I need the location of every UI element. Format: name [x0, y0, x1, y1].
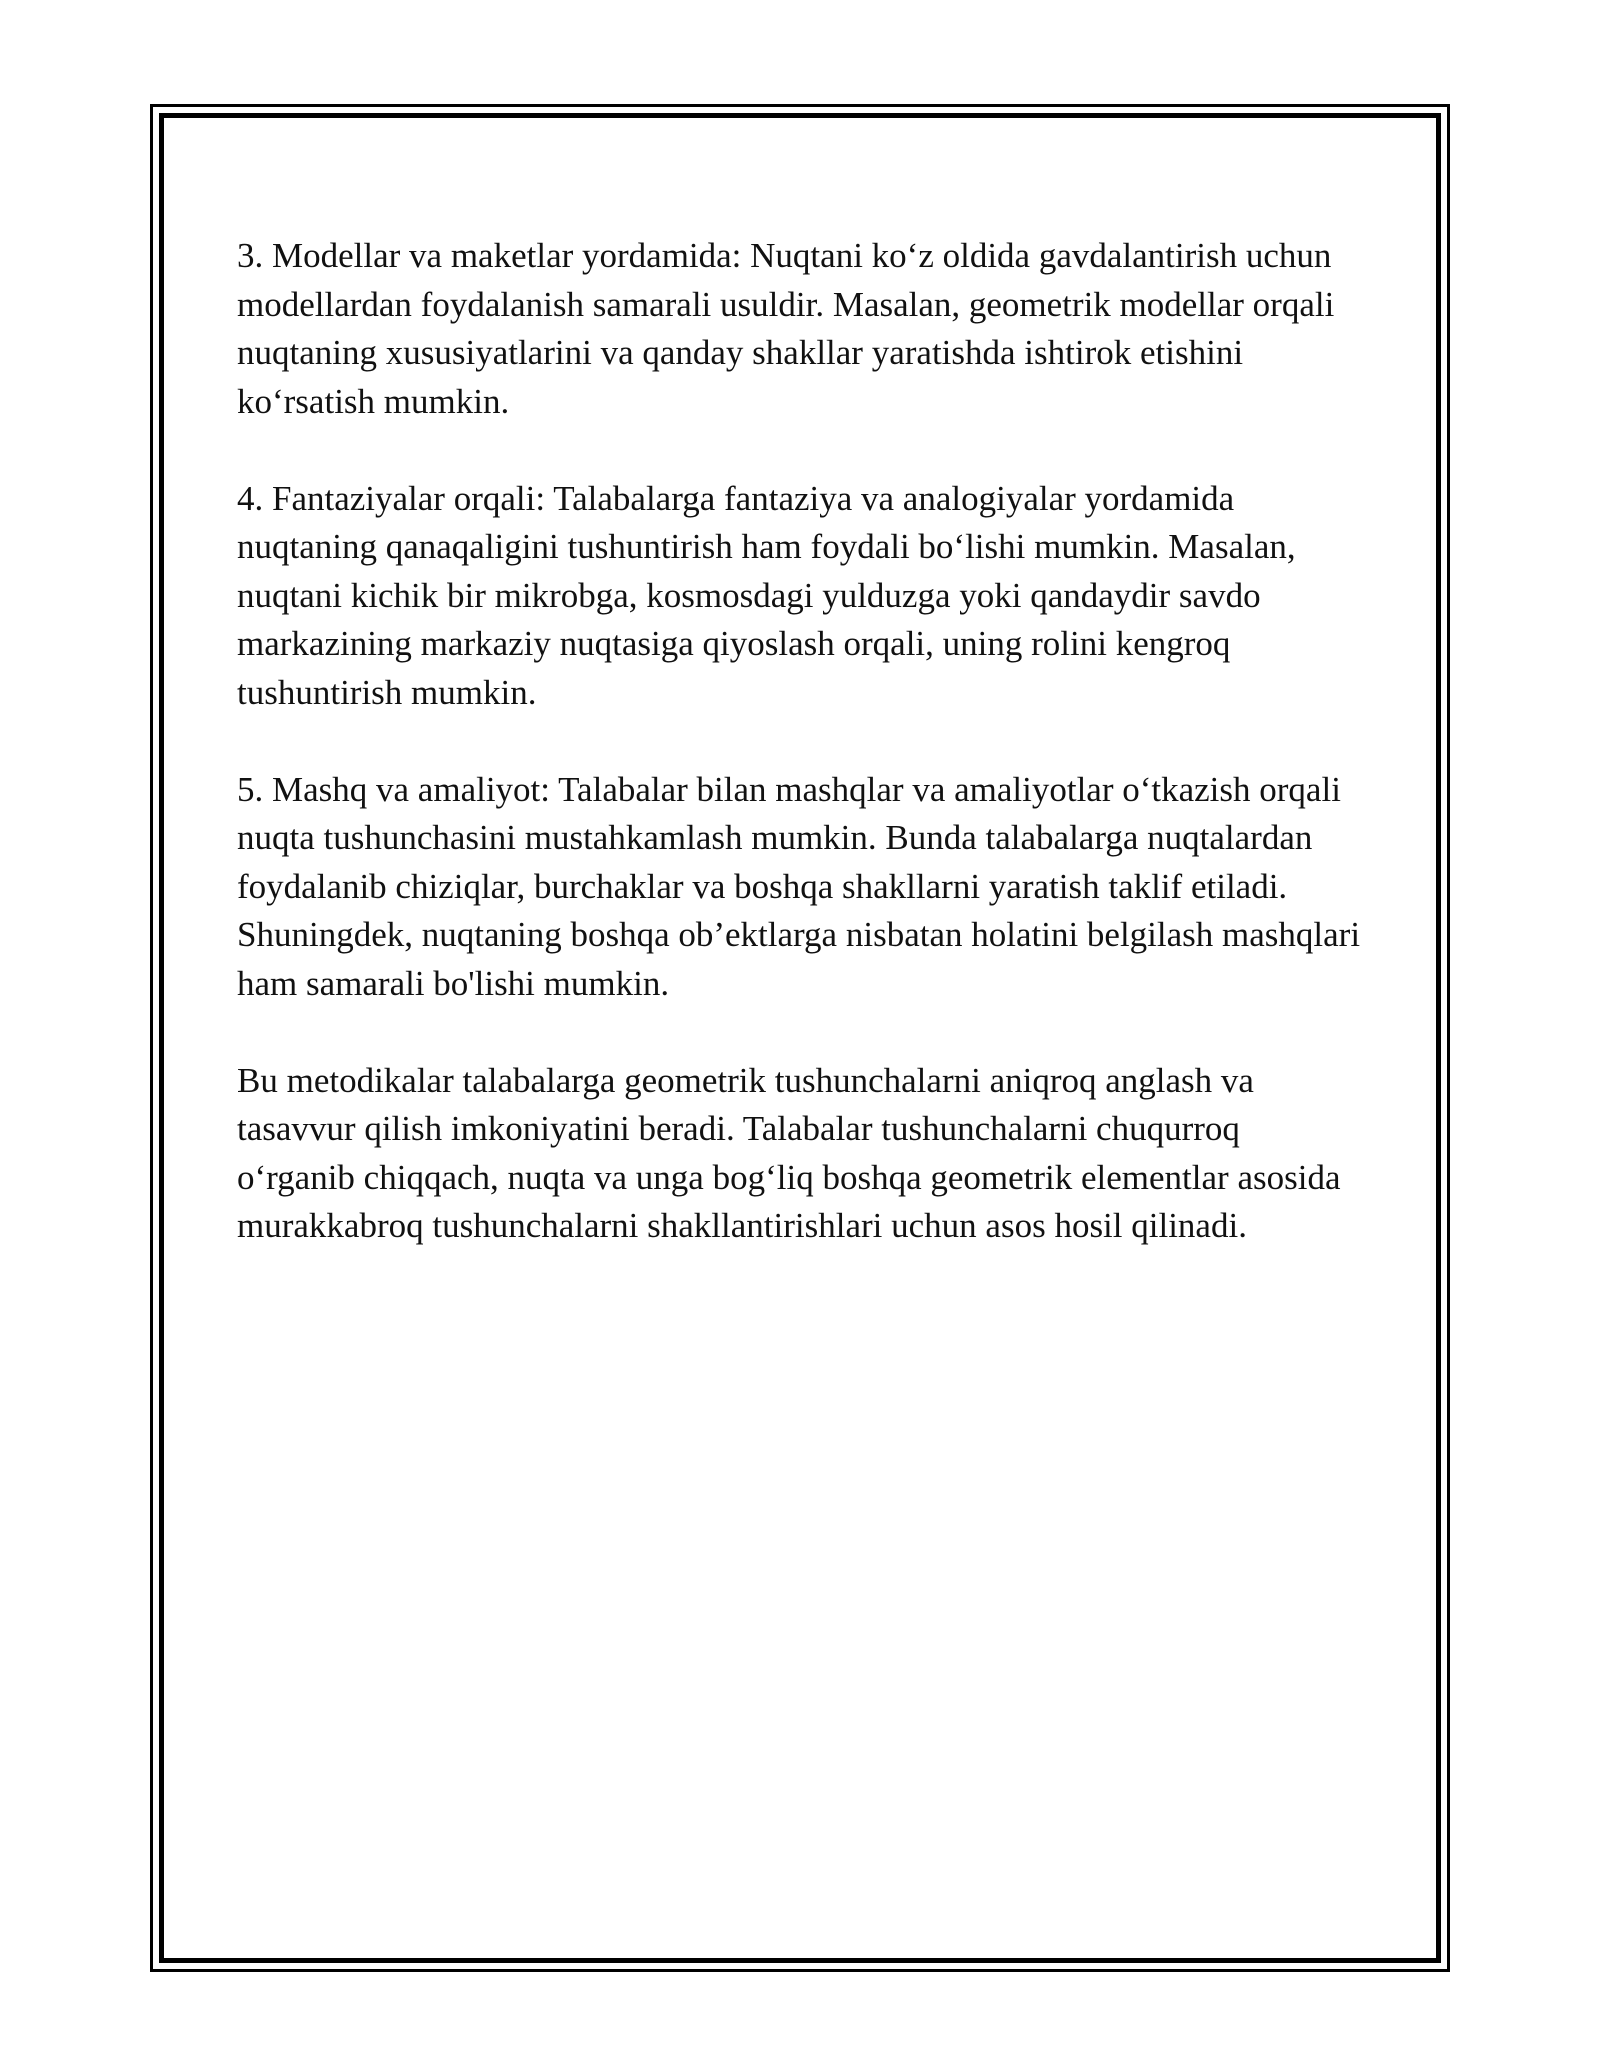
paragraph-models: 3. Modellar va maketlar yordamida: Nuqtani ko‘z oldida gavdalantirish uchun modellardan foydalanish samarali usuldir. Masalan, geometrik modellar orqali nuqtaning xususiyatlarini va qanday shakllar yaratishda ishtirok etishini ko‘rsatish mumkin.	[237, 236, 1335, 421]
paragraph-exercises: 5. Mashq va amaliyot: Talabalar bilan mashqlar va amaliyotlar o‘tkazish orqali nuqta tushunchasini mustahkamlash mumkin. Bunda talabalarga nuqtalardan foydalanib chiziqlar, burchaklar va boshqa shakllarni yaratish taklif etiladi. Shuningdek, nuqtaning boshqa ob’ektlarga nisbatan holatini belgilash mashqlari ham samarali bo'lishi mumkin.	[237, 769, 1361, 1003]
paragraph-fantasies: 4. Fantaziyalar orqali: Talabalarga fantaziya va analogiyalar yordamida nuqtaning qanaqaligini tushuntirish ham foydali bo‘lishi mumkin. Masalan, nuqtani kichik bir mikrobga, kosmosdagi yulduzga yoki qandaydir savdo markazining markaziy nuqtasiga qiyoslash orqali, uning rolini kengroq tushuntirish mumkin.	[237, 478, 1296, 712]
paragraph-conclusion: Bu metodikalar talabalarga geometrik tushunchalarni aniqroq anglash va tasavvur qilish imkoniyatini beradi. Talabalar tushunchalarni chuqurroq o‘rganib chiqqach, nuqta va unga bog‘liq boshqa geometrik elementlar asosida murakkabroq tushunchalarni shakllantirishlari uchun asos hosil qilinadi.	[237, 1060, 1341, 1245]
document-body	[237, 232, 1362, 1299]
